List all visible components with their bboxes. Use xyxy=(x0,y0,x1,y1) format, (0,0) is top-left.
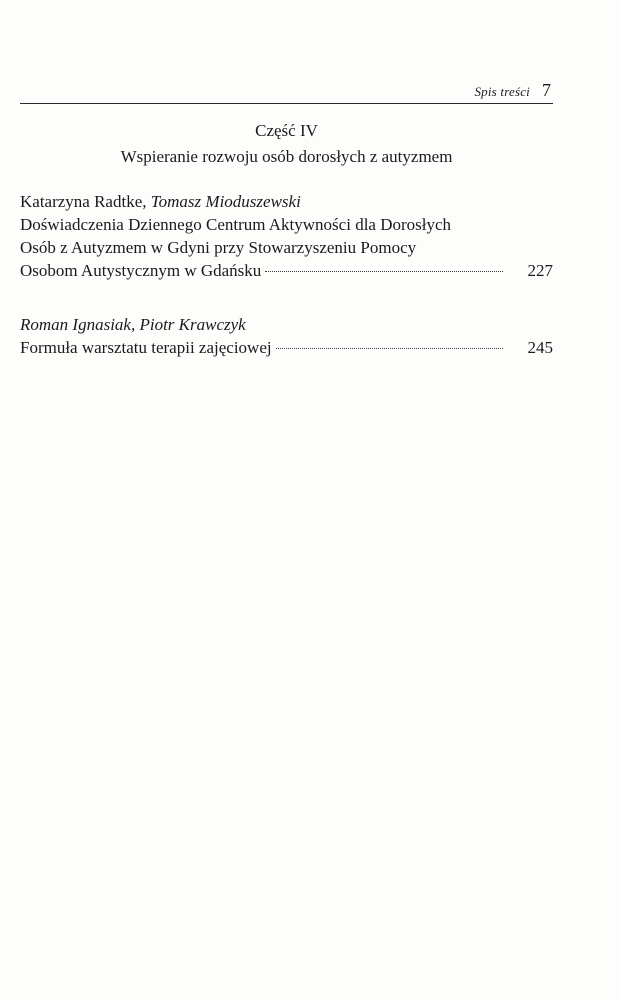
author-name-italic: Roman Ignasiak, Piotr Krawczyk xyxy=(20,315,246,334)
entry-title-line: Osób z Autyzmem w Gdyni przy Stowarzyszeniu Pomocy xyxy=(20,238,417,257)
entry-title-line: Formuła warsztatu terapii zajęciowej xyxy=(20,338,272,357)
author-name: Katarzyna Radtke, xyxy=(20,192,151,211)
toc-entry[interactable] xyxy=(20,313,553,359)
entry-last-line xyxy=(20,259,553,282)
entry-title-line: Doświadczenia Dziennego Centrum Aktywności dla Dorosłych xyxy=(20,215,452,234)
part-title: Wspieranie rozwoju osób dorosłych z autyzmem xyxy=(120,147,453,166)
running-title: Spis treści xyxy=(474,84,530,99)
entry-page-number: 227 xyxy=(527,261,553,280)
header-rule xyxy=(20,103,553,104)
toc-entry[interactable] xyxy=(20,190,553,282)
entry-title-line: Osobom Autystycznym w Gdańsku xyxy=(20,261,262,280)
author-name-italic: Tomasz Mioduszewski xyxy=(150,192,301,211)
entry-authors xyxy=(20,190,553,213)
part-heading xyxy=(20,118,553,170)
entry-last-line xyxy=(20,336,553,359)
running-header xyxy=(474,80,551,101)
entry-authors xyxy=(20,313,553,336)
page-number: 7 xyxy=(542,80,551,100)
part-label: Część IV xyxy=(255,121,318,140)
entry-page-number: 245 xyxy=(527,338,553,357)
dot-leader xyxy=(265,271,503,272)
dot-leader xyxy=(276,348,503,349)
